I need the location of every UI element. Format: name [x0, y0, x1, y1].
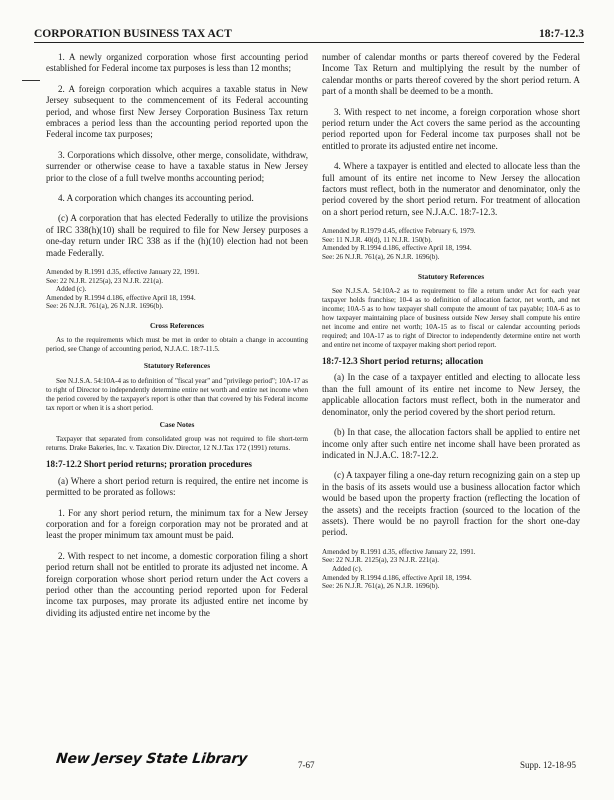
header-title: CORPORATION BUSINESS TAX ACT [34, 28, 232, 40]
statutory-references-text: See N.J.S.A. 54:10A-4 as to definition of "fiscal year" and "privilege period"; 10A-17 as to right of Director to independently determine entire net worth and entire net income when the period covered by the taxpayer's report is other than that covered by his Federal income tax report or when it is a short period. [46, 376, 308, 412]
amendment-history [322, 548, 580, 591]
amendment-line: Amended by R.1994 d.186, effective April 18, 1994. [46, 293, 196, 302]
margin-mark [22, 80, 40, 81]
list-item: 1. A newly organized corporation whose first accounting period established for Federal income tax purposes is less than 12 months; [46, 52, 308, 74]
amendment-line: See: 11 N.J.R. 40(d), 11 N.J.R. 150(b). [322, 235, 433, 244]
case-notes-heading: Case Notes [159, 419, 195, 429]
statutory-references-text: See N.J.S.A. 54:10A-2 as to requirement to file a return under Act for each year taxpayer holds franchise; 10-4 as to definition of allocation factor, net worth, and net income; 10A-5 as to how taxpayer shall compute the amount of tax payable; 10A-6 as to how taxpayer maintaining place of business outside New Jersey shall compute his entire net income and entire net worth; 10A-15 as to fiscal or calendar accounting periods required; and 10A-17 as to right of Director to independently determine entire net worth and entire net income of taxpayer making short period report. [322, 287, 580, 350]
section-heading: 18:7-12.2 Short period returns; proration procedures [46, 459, 252, 470]
list-item: 4. A corporation which changes its accounting period. [58, 193, 254, 204]
continued-paragraph: number of calendar months or parts thereof covered by the Federal Income Tax Return and multiplying the result by the number of calendar months or parts thereof covered by the short period return. A part of a month shall be deemed to be a month. [322, 52, 580, 97]
left-column [46, 52, 308, 628]
section-paragraph: (b) In that case, the allocation factors shall be applied to entire net income only after such entire net income shall have been prorated as indicated in N.J.A.C. 18:7-12.2. [322, 427, 580, 460]
section-paragraph: (c) A taxpayer filing a one-day return recognizing gain on a step up in the basis of its assets would use a business allocation factor which would be based upon the property fraction (reflecting the location of the assets) and the receipts fraction (sourced to the location of the assets). There would be no payroll fraction for the short one-day period. [322, 470, 580, 538]
list-item: 2. A foreign corporation which acquires a taxable status in New Jersey subsequent to the commencement of its Federal accounting period, and whose first New Jersey Corporation Business Tax return embraces a period less than the accounting period reported upon the Federal income tax purposes; [46, 83, 308, 140]
amendment-line: See: 26 N.J.R. 761(a), 26 N.J.R. 1696(b). [322, 253, 440, 262]
section-paragraph: 2. With respect to net income, a domestic corporation filing a short period return shall not be entitled to prorate its adjusted net income. A foreign corporation whose short period return under the Act covers a period other than the accounting period reported upon for Federal income tax purposes, may prorate its adjusted entire net income by dividing its adjusted entire net income by the [46, 550, 308, 618]
list-item: 3. Corporations which dissolve, other merge, consolidate, withdraw, surrender or otherwise cease to have a taxable status in New Jersey prior to the close of a full twelve months accounting period; [46, 149, 308, 183]
amendment-line: Amended by R.1991 d.35, effective January 22, 1991. [322, 547, 476, 556]
amendment-line: Amended by R.1991 d.35, effective January 22, 1991. [46, 268, 200, 277]
right-column [322, 52, 580, 600]
statutory-references-heading: Statutory References [417, 271, 485, 281]
amendment-line: Amended by R.1979 d.45, effective February 6, 1979. [322, 227, 476, 236]
page-number: 7-67 [298, 760, 315, 770]
case-notes-text: Taxpayer that separated from consolidated group was not required to file short-term returns. Drake Bakeries, Inc. v. Taxation Div. Director, 12 N.J.Tax 172 (1991) returns. [46, 435, 308, 453]
section-heading: 18:7-12.3 Short period returns; allocation [322, 356, 484, 367]
amendment-line: Amended by R.1994 d.186, effective April 18, 1994. [322, 573, 472, 582]
amendment-history [46, 268, 308, 311]
section-paragraph: (a) Where a short period return is required, the entire net income is permitted to be prorated as follows: [46, 475, 308, 498]
supplement-date: Supp. 12-18-95 [520, 760, 576, 770]
statutory-references-heading: Statutory References [143, 361, 211, 371]
amendment-line: See: 22 N.J.R. 2125(a), 23 N.J.R. 221(a). [46, 276, 164, 285]
header-section-number: 18:7-12.3 [538, 28, 584, 40]
amendment-line: See: 26 N.J.R. 761(a), 26 N.J.R. 1696(b). [322, 582, 440, 591]
list-item: 4. Where a taxpayer is entitled and elected to allocate less than the full amount of its entire net income to New Jersey the allocation factors must reflect, both in the numerator and denominator, only the period covered by the short period return. For treatment of allocation on a short period return, see N.J.A.C. 18:7-12.3. [322, 161, 580, 217]
amendment-history [322, 227, 580, 261]
amendment-line: Amended by R.1994 d.186, effective April 18, 1994. [322, 244, 472, 253]
paragraph-c: (c) A corporation that has elected Federally to utilize the provisions of IRC 338(h)(10) shall be required to file for New Jersey purposes a one-day return under IRC 338 as if the (h)(10) election had not been made Federally. [46, 213, 308, 258]
section-paragraph: (a) In the case of a taxpayer entitled and electing to allocate less than the full amount of its entire net income to New Jersey, the applicable allocation factors must reflect, both in the numerator and denominator, only the period covered by the short period return. [322, 372, 580, 417]
list-item: 3. With respect to net income, a foreign corporation whose short period return under the Act covers the same period as the accounting period reported upon for Federal income tax purposes shall not be entitled to prorate its adjusted entire net income. [322, 106, 580, 151]
section-paragraph: 1. For any short period return, the minimum tax for a New Jersey corporation and for a foreign corporation may not be prorated and at least the proper minimum tax amount must be paid. [46, 507, 308, 541]
amendment-line: See: 26 N.J.R. 761(a), 26 N.J.R. 1696(b). [46, 302, 164, 311]
cross-references-text: As to the requirements which must be met in order to obtain a change in accounting period, see Change of accounting period, N.J.A.C. 18:7-11.5. [46, 336, 308, 354]
amendment-line: Added (c). [332, 564, 363, 573]
amendment-line: Added (c). [56, 285, 87, 294]
cross-references-heading: Cross References [149, 321, 205, 331]
amendment-line: See: 22 N.J.R. 2125(a), 23 N.J.R. 221(a). [322, 556, 440, 565]
library-stamp-logo: New Jersey State Library [55, 751, 248, 767]
running-header [34, 22, 584, 43]
